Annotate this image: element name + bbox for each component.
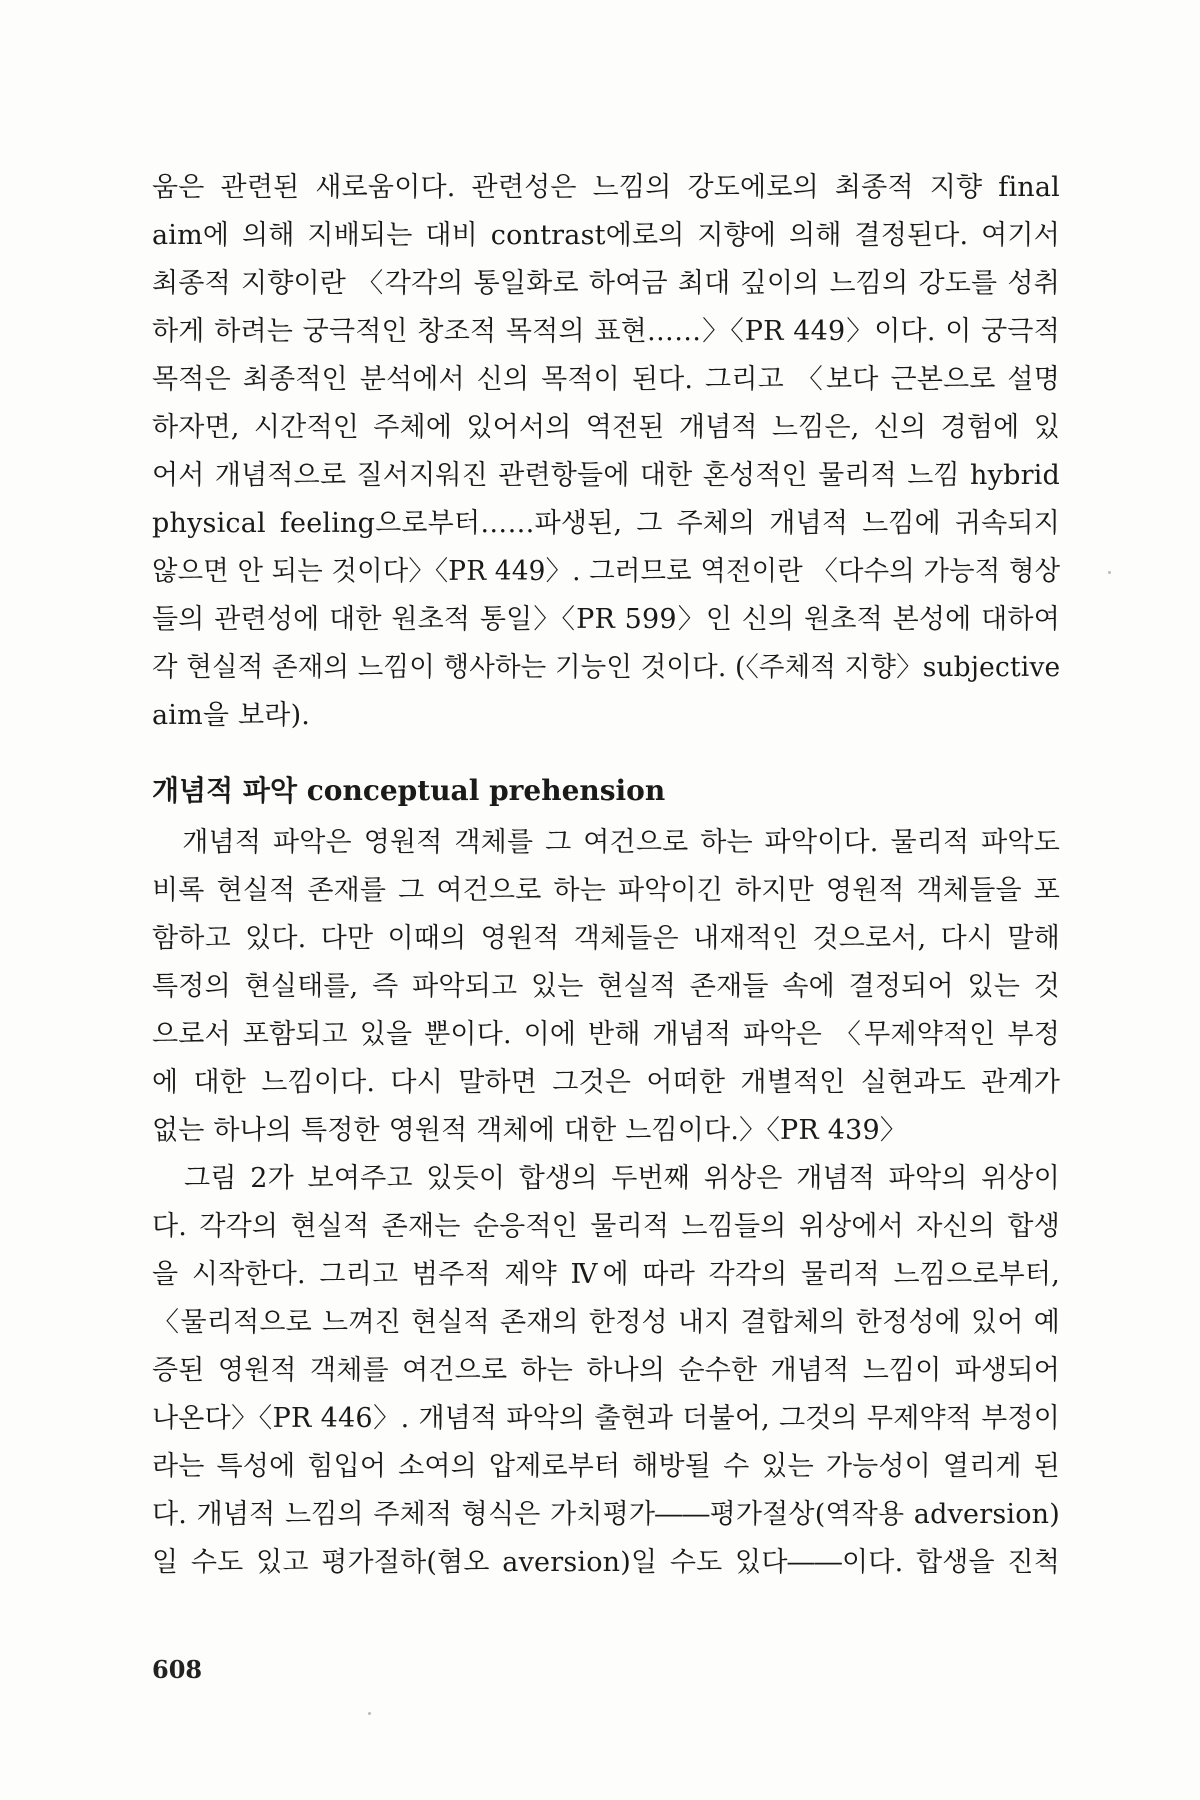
text-line: 에 대한 느낌이다. 다시 말하면 그것은 어떠한 개별적인 실현과도 관계가 xyxy=(152,1067,1060,1098)
text-line: 〈물리적으로 느껴진 현실적 존재의 한정성 내지 결합체의 한정성에 있어 예 xyxy=(152,1307,1060,1338)
text-line: 각 현실적 존재의 느낌이 행사하는 기능인 것이다. (〈주체적 지향〉subjective xyxy=(152,652,1061,683)
text-line: 특정의 현실태를, 즉 파악되고 있는 현실적 존재들 속에 결정되어 있는 것 xyxy=(152,971,1060,1002)
section-body xyxy=(152,819,1060,1587)
text-line: physical feeling으로부터……파생된, 그 주체의 개념적 느낌에 귀속되지 xyxy=(152,508,1060,539)
text-line: aim을 보라). xyxy=(152,700,311,731)
text-line: 않으면 안 되는 것이다〉〈PR 449〉. 그러므로 역전이란 〈다수의 가능적 형상 xyxy=(152,556,1061,587)
text-line: 하게 하려는 궁극적인 창조적 목적의 표현……〉〈PR 449〉이다. 이 궁극적 xyxy=(152,316,1060,347)
scan-speck xyxy=(368,1712,371,1715)
text-line: 함하고 있다. 다만 이때의 영원적 객체들은 내재적인 것으로서, 다시 말해 xyxy=(152,923,1060,954)
text-line: 일 수도 있고 평가절하(혐오 aversion)일 수도 있다――이다. 합생을 진척 xyxy=(152,1547,1060,1578)
text-line: 다. 개념적 느낌의 주체적 형식은 가치평가――평가절상(역작용 adversion) xyxy=(152,1499,1060,1530)
text-line: 최종적 지향이란 〈각각의 통일화로 하여금 최대 깊이의 느낌의 강도를 성취 xyxy=(152,268,1060,299)
text-line: aim에 의해 지배되는 대비 contrast에로의 지향에 의해 결정된다. 여기서 xyxy=(152,220,1060,251)
text-line: 으로서 포함되고 있을 뿐이다. 이에 반해 개념적 파악은 〈무제약적인 부정 xyxy=(152,1019,1060,1050)
text-line: 다. 각각의 현실적 존재는 순응적인 물리적 느낌들의 위상에서 자신의 합생 xyxy=(152,1211,1060,1242)
text-line: 그림 2가 보여주고 있듯이 합생의 두번째 위상은 개념적 파악의 위상이 xyxy=(152,1163,1060,1194)
text-line: 개념적 파악은 영원적 객체를 그 여건으로 하는 파악이다. 물리적 파악도 xyxy=(152,827,1060,858)
paragraph xyxy=(152,1155,1060,1587)
text-line: 라는 특성에 힘입어 소여의 압제로부터 해방될 수 있는 가능성이 열리게 된 xyxy=(152,1451,1060,1482)
text-line: 나온다〉〈PR 446〉. 개념적 파악의 출현과 더불어, 그것의 무제약적 부정이 xyxy=(152,1403,1060,1434)
text-line: 목적은 최종적인 분석에서 신의 목적이 된다. 그리고 〈보다 근본으로 설명 xyxy=(152,364,1060,395)
text-line: 없는 하나의 특정한 영원적 객체에 대한 느낌이다.〉〈PR 439〉 xyxy=(152,1115,908,1146)
text-line: 비록 현실적 존재를 그 여건으로 하는 파악이긴 하지만 영원적 객체들을 포 xyxy=(152,875,1060,906)
text-line: 들의 관련성에 대한 원초적 통일〉〈PR 599〉인 신의 원초적 본성에 대하여 xyxy=(152,604,1060,635)
text-line: 움은 관련된 새로움이다. 관련성은 느낌의 강도에로의 최종적 지향 final xyxy=(152,172,1060,203)
section-heading: 개념적 파악 conceptual prehension xyxy=(152,774,666,807)
text-line: 어서 개념적으로 질서지워진 관련항들에 대한 혼성적인 물리적 느낌 hybrid xyxy=(152,460,1060,491)
page-number: 608 xyxy=(152,1655,203,1684)
text-line: 하자면, 시간적인 주체에 있어서의 역전된 개념적 느낌은, 신의 경험에 있 xyxy=(152,412,1060,443)
scan-speck xyxy=(1108,571,1111,574)
text-line: 증된 영원적 객체를 여건으로 하는 하나의 순수한 개념적 느낌이 파생되어 xyxy=(152,1355,1060,1386)
paragraph-continued xyxy=(152,164,1060,740)
paragraph xyxy=(152,819,1060,1155)
text-line: 을 시작한다. 그리고 범주적 제약 Ⅳ에 따라 각각의 물리적 느낌으로부터, xyxy=(152,1259,1060,1290)
